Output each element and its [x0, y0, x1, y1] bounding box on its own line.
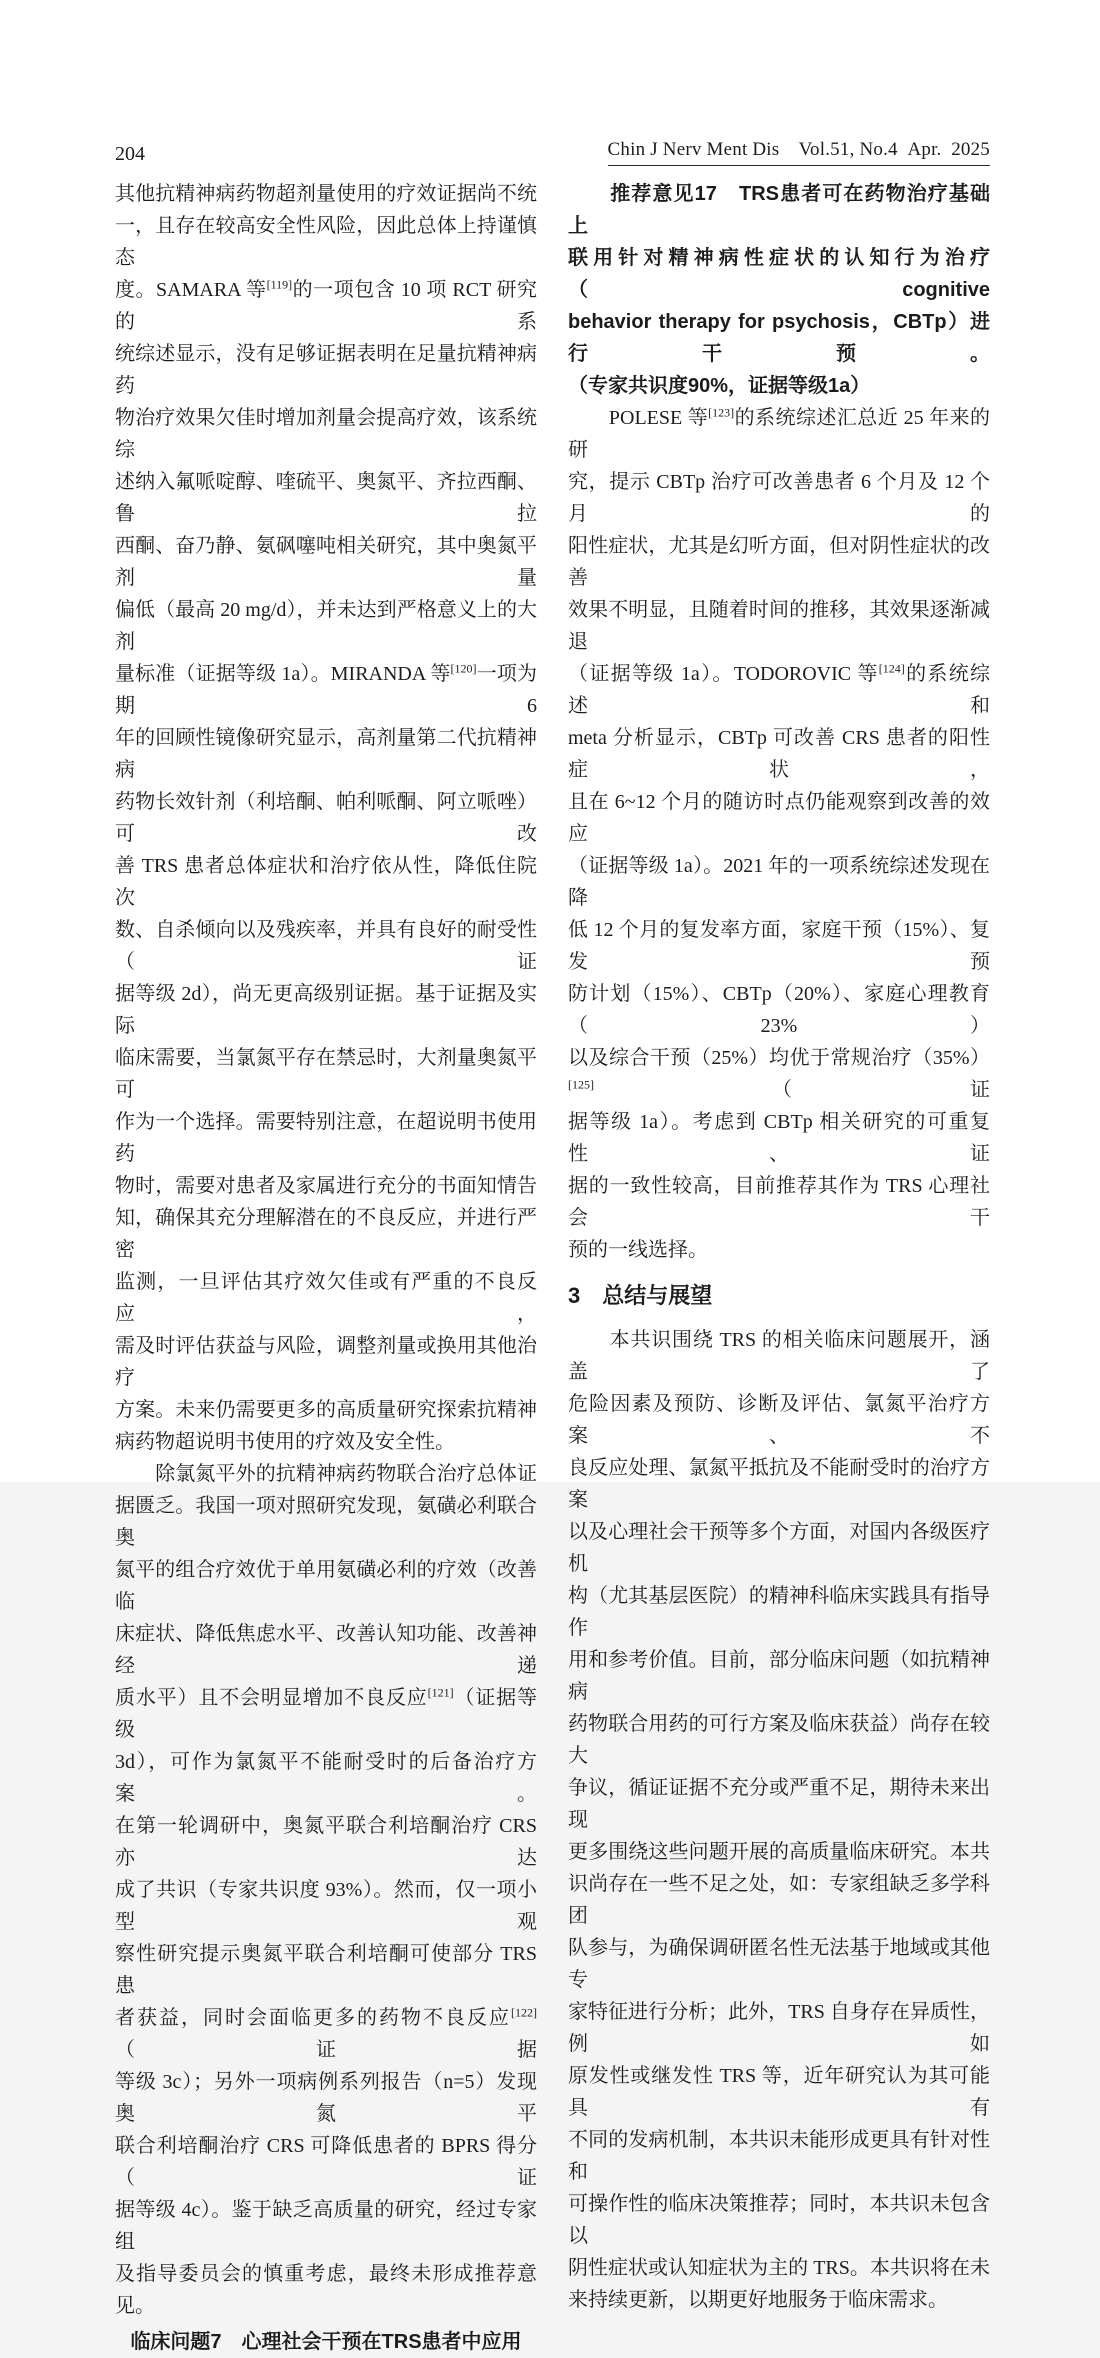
text-line: behavior therapy for psychosis，CBTp）进行干预。 — [568, 311, 990, 365]
text-line: 西酮、奋乃静、氨砜噻吨相关研究，其中奥氮平剂量 — [115, 535, 537, 589]
text-line: 据等级 4c）。鉴于缺乏高质量的研究，经过专家组 — [115, 2199, 537, 2253]
text-line: 且在 6~12 个月的随访时点仍能观察到改善的效应 — [568, 791, 990, 845]
text-line: 效果不明显，且随着时间的推移，其效果逐渐减退 — [568, 599, 990, 653]
text-line: （证据等级 1a）。TODOROVIC 等[124]的系统综述和 — [568, 661, 991, 717]
text-line: 队参与，为确保调研匿名性无法基于地域或其他专 — [568, 1937, 990, 1991]
text-line: 防计划（15%）、CBTp（20%）、家庭心理教育（23%） — [568, 983, 990, 1037]
text-line: 以及心理社会干预等多个方面，对国内各级医疗机 — [568, 1521, 990, 1575]
text-line: 偏低（最高 20 mg/d），并未达到严格意义上的大剂 — [115, 599, 537, 653]
text-line: 察性研究提示奥氮平联合利培酮可使部分 TRS 患 — [115, 1943, 537, 1997]
journal-citation: Chin J Nerv Ment Dis Vol.51, No.4 Apr. 2025 — [608, 138, 990, 166]
text-line: 病药物超说明书使用的疗效及安全性。 — [115, 1431, 455, 1453]
text-line: 良反应处理、氯氮平抵抗及不能耐受时的治疗方案 — [568, 1457, 990, 1511]
text-line: 作为一个选择。需要特别注意，在超说明书使用药 — [115, 1111, 537, 1165]
text-line: meta 分析显示，CBTp 可改善 CRS 患者的阳性症状， — [568, 727, 990, 781]
text-line: 原发性或继发性 TRS 等，近年研究认为其可能具有 — [568, 2065, 990, 2119]
text-line: 善 TRS 患者总体症状和治疗依从性，降低住院次 — [115, 855, 537, 909]
text-line: 量标准（证据等级 1a）。MIRANDA 等[120]一项为期 6 — [115, 661, 537, 717]
two-column-body — [115, 178, 990, 2358]
text-line: 需及时评估获益与风险，调整剂量或换用其他治疗 — [115, 1335, 537, 1389]
text-line: 除氯氮平外的抗精神病药物联合治疗总体证 — [115, 1463, 537, 1485]
text-line: 据匮乏。我国一项对照研究发现，氨磺必利联合奥 — [115, 1495, 537, 1549]
clinical-question-7-heading — [115, 2326, 537, 2358]
text-line: （专家共识度90%，证据等级1a） — [568, 375, 871, 397]
text-line: 临床需要，当氯氮平存在禁忌时，大剂量奥氮平可 — [115, 1047, 537, 1101]
text-line: 其他抗精神病药物超剂量使用的疗效证据尚不统 — [115, 183, 537, 205]
text-line: 方案。未来仍需要更多的高质量研究探索抗精神 — [115, 1399, 537, 1421]
text-line: 质水平）且不会明显增加不良反应[121]（证据等级 — [115, 1685, 538, 1741]
text-line: 更多围绕这些问题开展的高质量临床研究。本共 — [568, 1841, 990, 1863]
text-line: 以及综合干预（25%）均优于常规治疗（35%）[125]（证 — [568, 1047, 990, 1101]
page-number: 204 — [115, 143, 145, 165]
text-line: 床症状、降低焦虑水平、改善认知功能、改善神经递 — [115, 1623, 537, 1677]
page-header — [115, 138, 990, 166]
text-line: 来持续更新，以期更好地服务于临床需求。 — [568, 2289, 948, 2311]
text-line: （证据等级 1a）。2021 年的一项系统综述发现在降 — [568, 855, 990, 909]
text-line: 等级 3c）；另外一项病例系列报告（n=5）发现奥氮平 — [115, 2071, 537, 2125]
text-line: 据等级 2d），尚无更高级别证据。基于证据及实际 — [115, 983, 537, 1037]
text-line: 识尚存在一些不足之处，如：专家组缺乏多学科团 — [568, 1873, 990, 1927]
text-line: 据的一致性较高，目前推荐其作为 TRS 心理社会干 — [568, 1175, 990, 1229]
section-3-heading — [568, 1279, 990, 1313]
text-line: 氮平的组合疗效优于单用氨磺必利的疗效（改善临 — [115, 1559, 537, 1613]
text-line: 联用针对精神病性症状的认知行为治疗（cognitive — [568, 247, 990, 301]
text-line: 本共识围绕 TRS 的相关临床问题展开，涵盖了 — [568, 1329, 990, 1383]
reference-superscript: [125] — [568, 1077, 594, 1092]
text-line: 推荐意见17 TRS患者可在药物治疗基础上 — [568, 183, 990, 237]
text-line: 究，提示 CBTp 治疗可改善患者 6 个月及 12 个月的 — [568, 471, 990, 525]
text-line: 联合利培酮治疗 CRS 可降低患者的 BPRS 得分（证 — [115, 2135, 537, 2189]
right-column — [568, 178, 990, 2358]
text-line: 监测，一旦评估其疗效欠佳或有严重的不良反应， — [115, 1271, 537, 1325]
text-line: 阳性症状，尤其是幻听方面，但对阴性症状的改善 — [568, 535, 990, 589]
text-line: 可操作性的临床决策推荐；同时，本共识未包含以 — [568, 2193, 990, 2247]
text-line: 知，确保其充分理解潜在的不良反应，并进行严密 — [115, 1207, 537, 1261]
paragraph-antipsychotic-overdose — [115, 178, 537, 1458]
text-line: 者获益，同时会面临更多的药物不良反应[122]（证据 — [115, 2005, 537, 2061]
paragraph-summary-outlook — [568, 1324, 990, 2316]
heading-line: 3 总结与展望 — [568, 1283, 713, 1308]
text-line: 低 12 个月的复发率方面，家庭干预（15%）、复发预 — [568, 919, 990, 973]
left-column — [115, 178, 537, 2358]
paragraph-combination-therapy — [115, 1458, 537, 2322]
text-line: 据等级 1a）。考虑到 CBTp 相关研究的可重复性、证 — [568, 1111, 990, 1165]
text-line: 物时，需要对患者及家属进行充分的书面知情告 — [115, 1175, 537, 1197]
reference-superscript: [120] — [450, 661, 477, 676]
paragraph-cbtp-evidence — [568, 402, 990, 1266]
text-line: 药物联合用药的可行方案及临床获益）尚存在较大 — [568, 1713, 990, 1767]
recommendation-17 — [568, 178, 990, 402]
text-line: 年的回顾性镜像研究显示，高剂量第二代抗精神病 — [115, 727, 537, 781]
text-line: 及指导委员会的慎重考虑，最终未形成推荐意见。 — [115, 2263, 537, 2317]
reference-superscript: [123] — [708, 405, 735, 420]
text-line: 阴性症状或认知症状为主的 TRS。本共识将在未 — [568, 2257, 990, 2279]
text-line: 不同的发病机制，本共识未能形成更具有针对性和 — [568, 2129, 990, 2183]
heading-line: 临床问题7 心理社会干预在TRS患者中应用 — [130, 2331, 522, 2353]
reference-superscript: [119] — [266, 277, 293, 292]
text-line: 物治疗效果欠佳时增加剂量会提高疗效，该系统综 — [115, 407, 537, 461]
reference-superscript: [124] — [878, 661, 905, 676]
text-line: 构（尤其基层医院）的精神科临床实践具有指导作 — [568, 1585, 990, 1639]
text-line: 争议，循证证据不充分或严重不足，期待未来出现 — [568, 1777, 990, 1831]
text-line: 一，且存在较高安全性风险，因此总体上持谨慎态 — [115, 215, 537, 269]
text-line: 在第一轮调研中，奥氮平联合利培酮治疗 CRS 亦达 — [115, 1815, 537, 1869]
text-line: 数、自杀倾向以及残疾率，并具有良好的耐受性（证 — [115, 919, 537, 973]
text-line: 药物长效针剂（利培酮、帕利哌酮、阿立哌唑）可改 — [115, 791, 537, 845]
text-line: 成了共识（专家共识度 93%）。然而，仅一项小型观 — [115, 1879, 537, 1933]
text-line: 用和参考价值。目前，部分临床问题（如抗精神病 — [568, 1649, 990, 1703]
text-line: 统综述显示，没有足够证据表明在足量抗精神病药 — [115, 343, 537, 397]
reference-superscript: [122] — [511, 2005, 537, 2020]
text-line: 度。SAMARA 等[119]的一项包含 10 项 RCT 研究的系 — [115, 277, 537, 333]
text-line: 3d），可作为氯氮平不能耐受时的后备治疗方案。 — [115, 1751, 537, 1805]
reference-superscript: [121] — [427, 1685, 454, 1700]
text-line: POLESE 等[123]的系统综述汇总近 25 年来的研 — [568, 405, 991, 461]
text-line: 家特征进行分析；此外，TRS 自身存在异质性，例如 — [568, 2001, 990, 2055]
text-line: 述纳入氟哌啶醇、喹硫平、奥氮平、齐拉西酮、鲁拉 — [115, 471, 537, 525]
text-line: 预的一线选择。 — [568, 1239, 708, 1261]
text-line: 危险因素及预防、诊断及评估、氯氮平治疗方案、不 — [568, 1393, 990, 1447]
